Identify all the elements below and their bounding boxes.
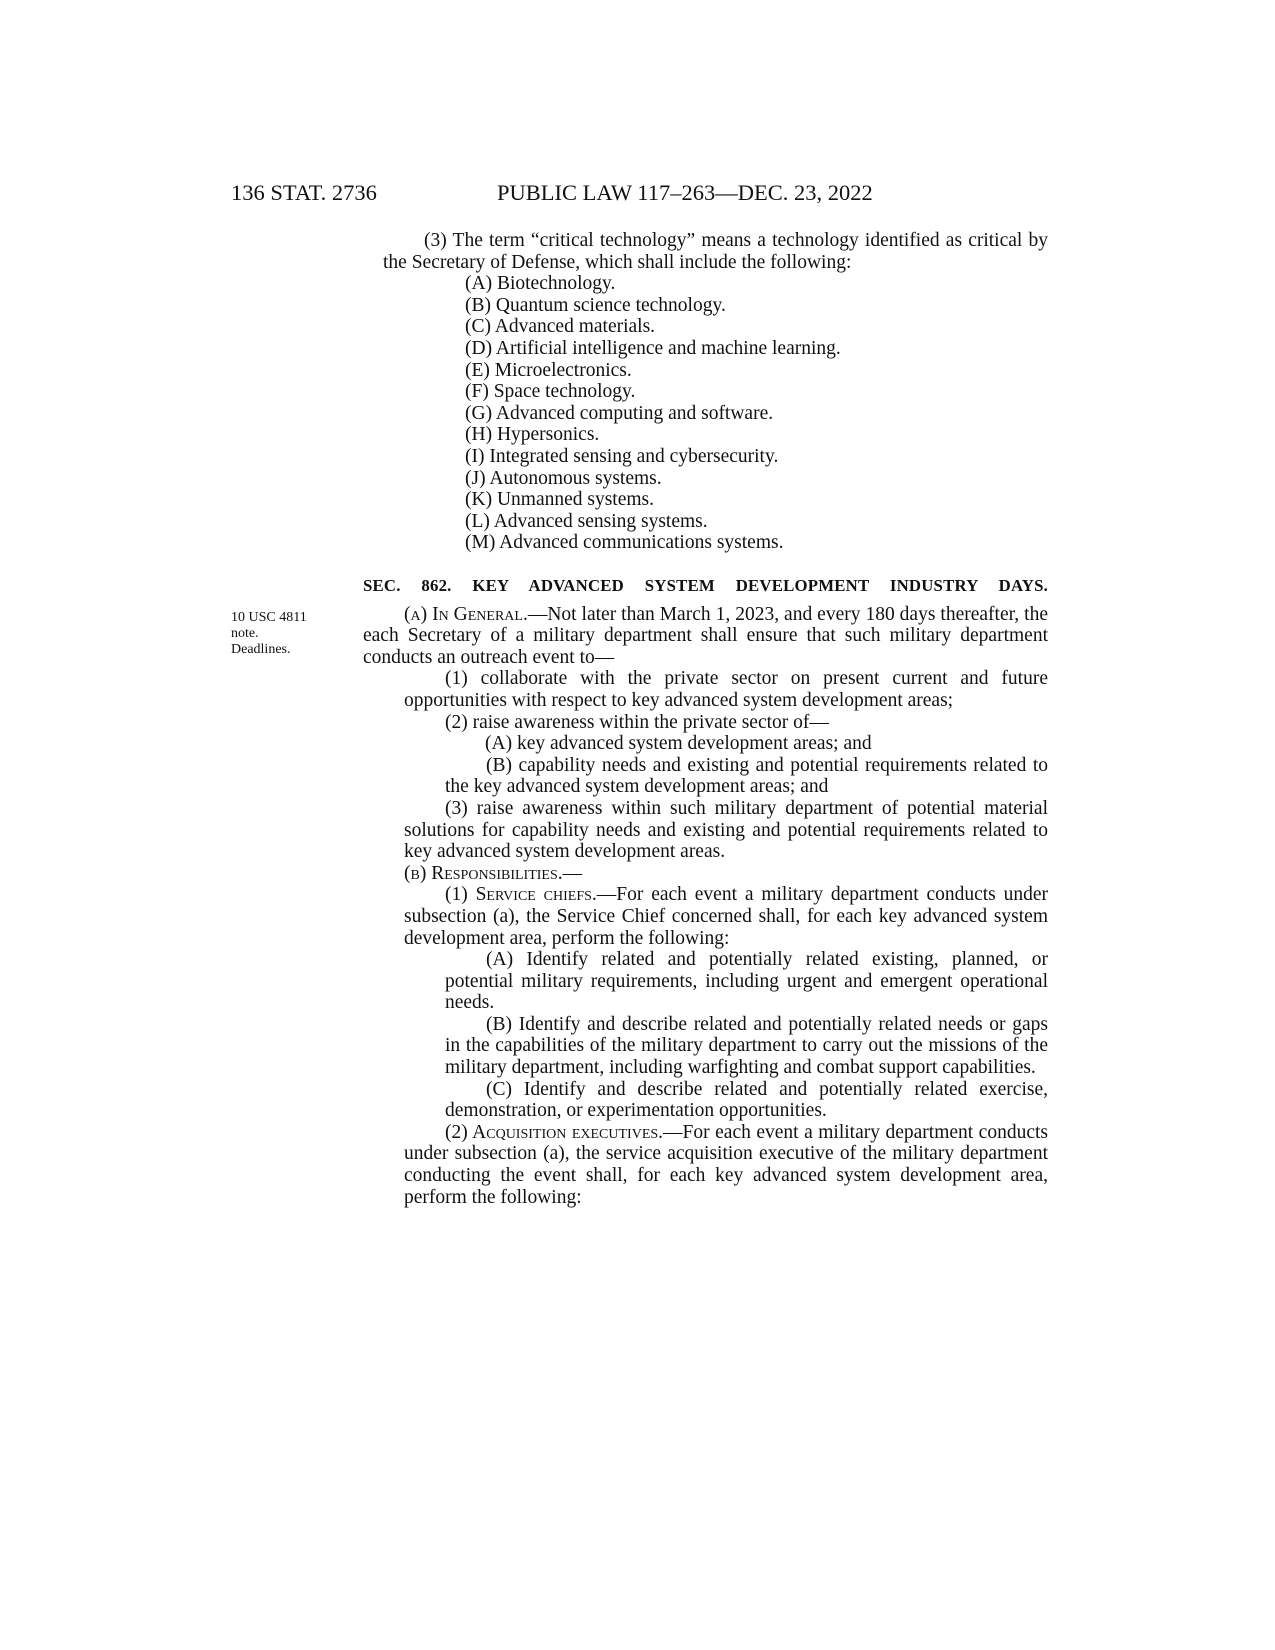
paragraph-b1-text: —For each event a military department conducts under subsection (a), the Service Chief concerned shall, for each key advanced system development area, perform the following: [404, 884, 1048, 949]
paragraph-b1C: (C) Identify and describe related and potentially related exercise, demonstration, or experimentation opportunities. [445, 1078, 1048, 1122]
margin-deadlines: Deadlines. [231, 642, 291, 657]
list-item: (H) Hypersonics. [465, 424, 600, 446]
margin-note [231, 610, 307, 658]
paragraph-a2B: (B) capability needs and existing and potential requirements related to the key advanced system development areas; and [445, 754, 1048, 798]
technology-list [383, 273, 1048, 554]
paragraph-a2A: (A) key advanced system development areas; and [485, 733, 872, 755]
subsection-a-text: —Not later than March 1, 2023, and every 180 days thereafter, the each Secretary of a military department shall ensure that such military department conducts an outreach event to— [363, 603, 1048, 668]
subsection-b-text: — [562, 862, 583, 884]
paragraph-b1A: (A) Identify related and potentially related existing, planned, or potential military requirements, including urgent and emergent operational needs. [445, 949, 1048, 1014]
running-header: PUBLIC LAW 117–263—DEC. 23, 2022 [497, 180, 873, 205]
list-item: (I) Integrated sensing and cybersecurity. [465, 445, 779, 467]
list-item: (B) Quantum science technology. [465, 294, 726, 316]
paragraph-b1-label: (1) Service chiefs. [445, 884, 597, 906]
list-item: (E) Microelectronics. [465, 359, 632, 381]
list-item: (A) Biotechnology. [465, 273, 616, 295]
paragraph-a1: (1) collaborate with the private sector on present current and future opportunities with respect to key advanced system development areas; [404, 668, 1048, 711]
subsection-a [363, 604, 1048, 669]
paragraph-a3: (3) raise awareness within such military department of potential material solutions for capability needs and existing and potential requirements related to key advanced system development areas. [404, 797, 1048, 863]
paragraph-b2 [363, 1122, 1048, 1208]
paragraph-a2: (2) raise awareness within the private sector of— [445, 711, 829, 733]
margin-citation: 10 USC 4811 [231, 610, 307, 625]
paragraph-b1 [363, 884, 1048, 949]
list-item: (M) Advanced communications systems. [465, 532, 784, 554]
paragraph-b1B: (B) Identify and describe related and potentially related needs or gaps in the capabilities of the military department to carry out the missions of the military department, including warfighting and combat support capabilities. [445, 1013, 1048, 1079]
definition-block [383, 230, 1048, 554]
list-item: (K) Unmanned systems. [465, 489, 655, 511]
list-item: (L) Advanced sensing systems. [465, 510, 708, 532]
paragraph-b2-label: (2) Acquisition executives. [445, 1121, 664, 1143]
list-item: (F) Space technology. [465, 381, 636, 403]
list-item: (J) Autonomous systems. [465, 467, 662, 489]
list-item: (C) Advanced materials. [465, 316, 656, 338]
list-item: (G) Advanced computing and software. [465, 402, 774, 424]
list-item: (D) Artificial intelligence and machine learning. [465, 337, 841, 359]
subsection-a-label: (a) In General. [404, 603, 528, 625]
section-862 [363, 575, 1048, 1208]
definition-intro: (3) The term “critical technology” means a technology identified as critical by the Secretary of Defense, which shall include the following: [383, 230, 1048, 273]
margin-note-label: note. [231, 626, 259, 641]
section-heading: SEC. 862. KEY ADVANCED SYSTEM DEVELOPMENT INDUSTRY DAYS. [363, 576, 1048, 595]
paragraph-b2-text: —For each event a military department conducts under subsection (a), the service acquisition executive of the military department conducting the event shall, for each key advanced system development area, perform the following: [404, 1121, 1048, 1208]
subsection-b [363, 863, 1048, 885]
page-stat-number: 136 STAT. 2736 [231, 180, 377, 205]
subsection-b-label: (b) Responsibilities. [404, 862, 563, 884]
